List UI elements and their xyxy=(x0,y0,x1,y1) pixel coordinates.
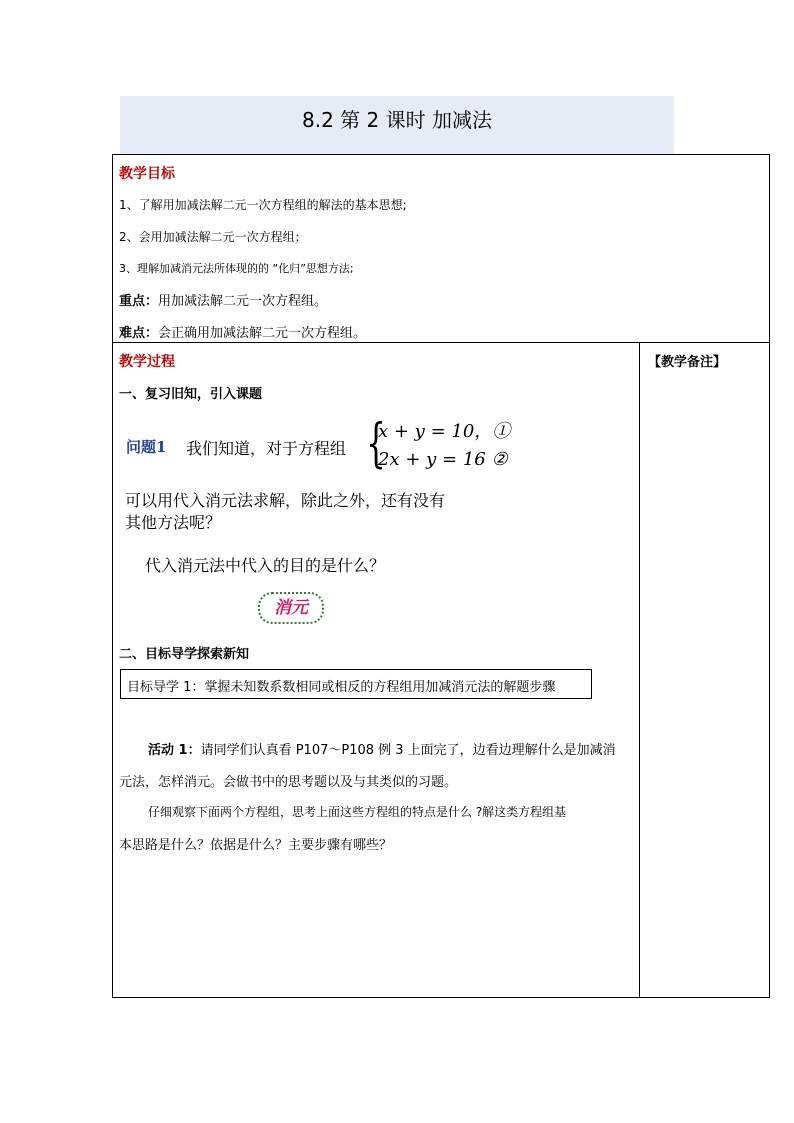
difficulty-text: 会正确用加减法解二元一次方程组。 xyxy=(158,326,367,341)
goal-box: 目标导学 1：掌握未知数系数相同或相反的方程组用加减消元法的解题步骤 xyxy=(120,669,592,699)
observe-line-1: 仔细观察下面两个方程组，思考上面这些方程组的特点是什么 ?解这类方程组基 xyxy=(148,805,567,819)
row-divider xyxy=(112,342,770,343)
activity-text-1: 请同学们认真看 P107～P108 例 3 上面完了，边看边理解什么是加减消 xyxy=(200,743,616,758)
lesson-table xyxy=(112,154,770,998)
objectives-heading: 教学目标 xyxy=(119,166,175,182)
problem-text: 我们知道，对于方程组 xyxy=(186,439,347,458)
activity-line-1 xyxy=(148,739,616,758)
key-point xyxy=(119,290,327,309)
section-1-heading: 一、复习旧知，引入课题 xyxy=(119,387,263,402)
column-divider xyxy=(639,342,640,998)
equation-2: 2x + y = 16 ② xyxy=(378,449,508,470)
key-point-text: 用加减法解二元一次方程组。 xyxy=(158,294,328,309)
objective-item-3: 3、理解加减消元法所体现的的 “化归”思想方法; xyxy=(119,262,354,275)
activity-label: 活动 1： xyxy=(148,743,201,758)
section-2-heading: 二、目标导学探索新知 xyxy=(119,647,250,662)
elimination-badge: 消元 xyxy=(258,592,324,624)
difficulty-point xyxy=(119,322,366,341)
objective-item-2: 2、会用加减法解二元一次方程组； xyxy=(119,230,307,244)
equation-brace: { xyxy=(366,414,386,474)
key-point-label: 重点： xyxy=(119,294,159,309)
objective-item-1: 1、了解用加减法解二元一次方程组的解法的基本思想; xyxy=(119,198,407,212)
question-text: 代入消元法中代入的目的是什么？ xyxy=(145,556,386,575)
observe-line-2: 本思路是什么？依据是什么？主要步骤有哪些？ xyxy=(119,838,393,853)
equation-1: x + y = 10，① xyxy=(378,421,511,442)
problem-label: 问题1 xyxy=(126,438,167,456)
process-heading: 教学过程 xyxy=(119,354,175,370)
notes-heading: 【教学备注】 xyxy=(648,355,727,370)
activity-line-2: 元法，怎样消元。会做书中的思考题以及与其类似的习题。 xyxy=(119,775,458,790)
page-title: 8.2 第 2 课时 加减法 xyxy=(302,108,492,132)
problem-line-2: 其他方法呢？ xyxy=(125,513,222,532)
difficulty-label: 难点： xyxy=(119,326,159,341)
problem-line-1: 可以用代入消元法求解，除此之外，还有没有 xyxy=(125,491,446,510)
